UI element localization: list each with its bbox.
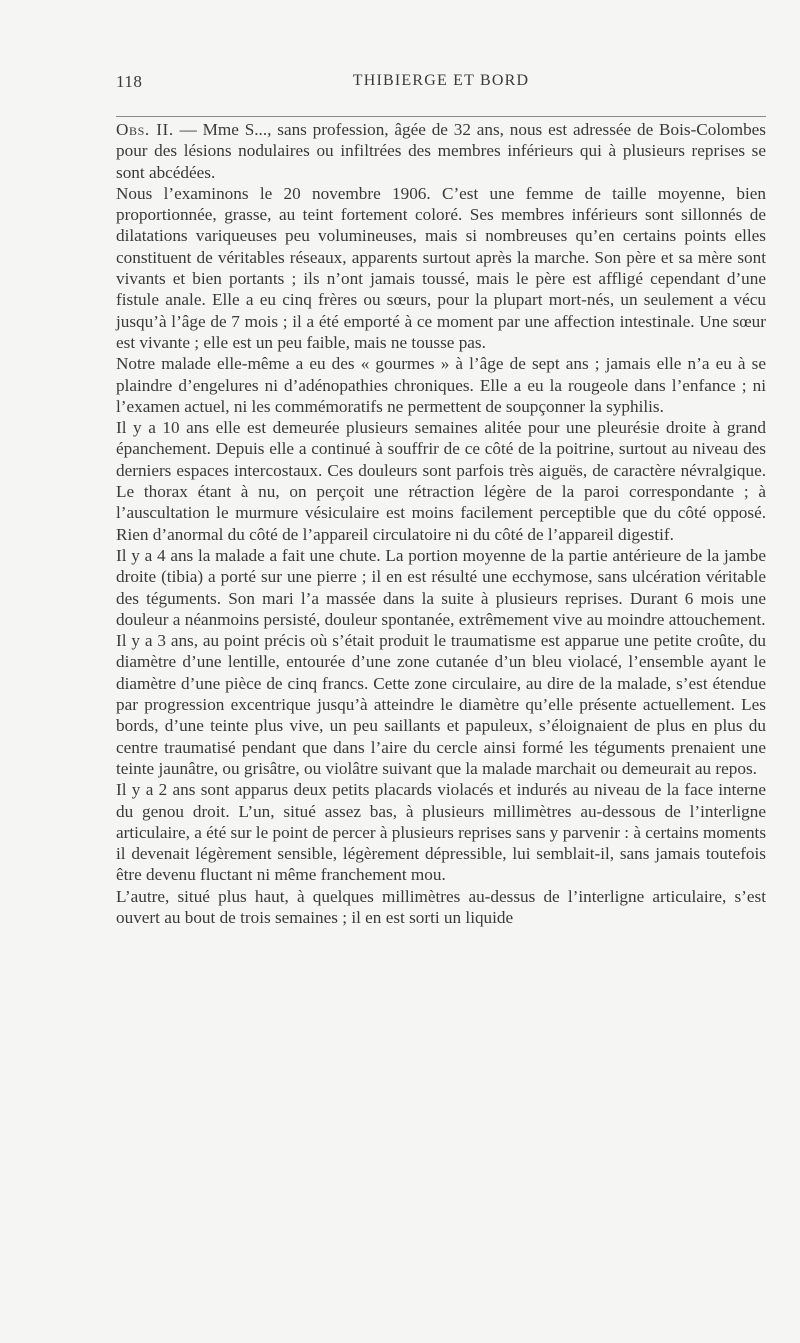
page-number: 118 xyxy=(116,72,143,91)
paragraph: L’autre, situé plus haut, à quelques millimètres au-dessus de l’interligne articulaire, s’est ouvert au bout de trois semaines ; il en est sorti un liquide xyxy=(116,886,766,927)
paragraph-obs-2 xyxy=(116,119,766,183)
paragraph: Il y a 4 ans la malade a fait une chute. La portion moyenne de la partie antérieure de la jambe droite (tibia) a porté sur une pierre ; il en est résulté une ecchymose, sans ulcération véritable des téguments. Son mari l’a massée dans la suite à plusieurs reprises. Durant 6 mois une douleur a néanmoins persisté, douleur spontanée, extrêmement vive au moindre attouchement. xyxy=(116,545,766,629)
paragraph: Nous l’examinons le 20 novembre 1906. C’est une femme de taille moyenne, bien proportionnée, grasse, au teint fortement coloré. Ses membres inférieurs sont sillonnés de dilatations variqueuses peu volumineuses, mais si nombreuses qu’en certains points elles constituent de véritables réseaux, apparents surtout après la marche. Son père et sa mère sont vivants et bien portants ; ils n’ont jamais toussé, mais le père est affligé cependant d’une fistule anale. Elle a eu cinq frères ou sœurs, pour la plupart mort-nés, un seulement a vécu jusqu’à l’âge de 7 mois ; il a été emporté à ce moment par une affection intestinale. Une sœur est vivante ; elle est un peu faible, mais ne tousse pas. xyxy=(116,183,766,352)
paragraph: Il y a 3 ans, au point précis où s’était produit le traumatisme est apparue une petite croûte, du diamètre d’une lentille, entourée d’une zone cutanée d’un bleu violacé, l’ensemble ayant le diamètre d’une pièce de cinq francs. Cette zone circulaire, au dire de la malade, s’est étendue par progression excentrique jusqu’à atteindre le diamètre qu’elle présente actuellement. Les bords, d’une teinte plus vive, un peu saillants et papuleux, s’éloignaient de plus en plus du centre traumatisé pendant que dans l’aire du cercle ainsi formé les téguments prenaient une teinte jaunâtre, ou grisâtre, ou violâtre suivant que la malade marchait ou demeurait au repos. xyxy=(116,631,766,778)
header-rule xyxy=(116,116,766,117)
paragraph: Il y a 2 ans sont apparus deux petits placards violacés et indurés au niveau de la face interne du genou droit. L’un, situé assez bas, à plusieurs millimètres au-dessous de l’interligne articulaire, a été sur le point de percer à plusieurs reprises sans y parvenir : à certains moments il devenait légèrement sensible, légèrement dépressible, lui semblait-il, sans jamais toutefois être devenu fluctant ni même franchement mou. xyxy=(116,780,767,885)
paragraph: Il y a 10 ans elle est demeurée plusieurs semaines alitée pour une pleurésie droite à grand épanchement. Depuis elle a continué à souffrir de ce côté de la poitrine, surtout au niveau des derniers espaces intercostaux. Ces douleurs sont parfois très aiguës, de caractère névralgique. Le thorax étant à nu, on perçoit une rétraction légère de la paroi correspondante ; à l’auscultation le murmure vésiculaire est moins facilement perceptible que du côté opposé. Rien d’anormal du côté de l’appareil circulatoire ni du côté de l’appareil digestif. xyxy=(116,418,766,544)
paragraph-text: — Mme S..., sans profession, âgée de 32 ans, nous est adressée de Bois-Colombes pour des lésions nodulaires ou infiltrées des membres inférieurs qui à plusieurs reprises se sont abcédées. xyxy=(116,120,767,182)
observation-label: Obs. II. xyxy=(116,120,174,139)
body-text xyxy=(116,119,766,928)
paragraph: Notre malade elle-même a eu des « gourmes » à l’âge de sept ans ; jamais elle n’a eu à se plaindre d’engelures ni d’adénopathies chroniques. Elle a eu la rougeole dans l’enfance ; ni l’examen actuel, ni les commémoratifs ne permettent de soupçonner la syphilis. xyxy=(116,354,766,416)
page-header xyxy=(116,72,766,100)
running-head: THIBIERGE ET BORD xyxy=(352,72,530,89)
